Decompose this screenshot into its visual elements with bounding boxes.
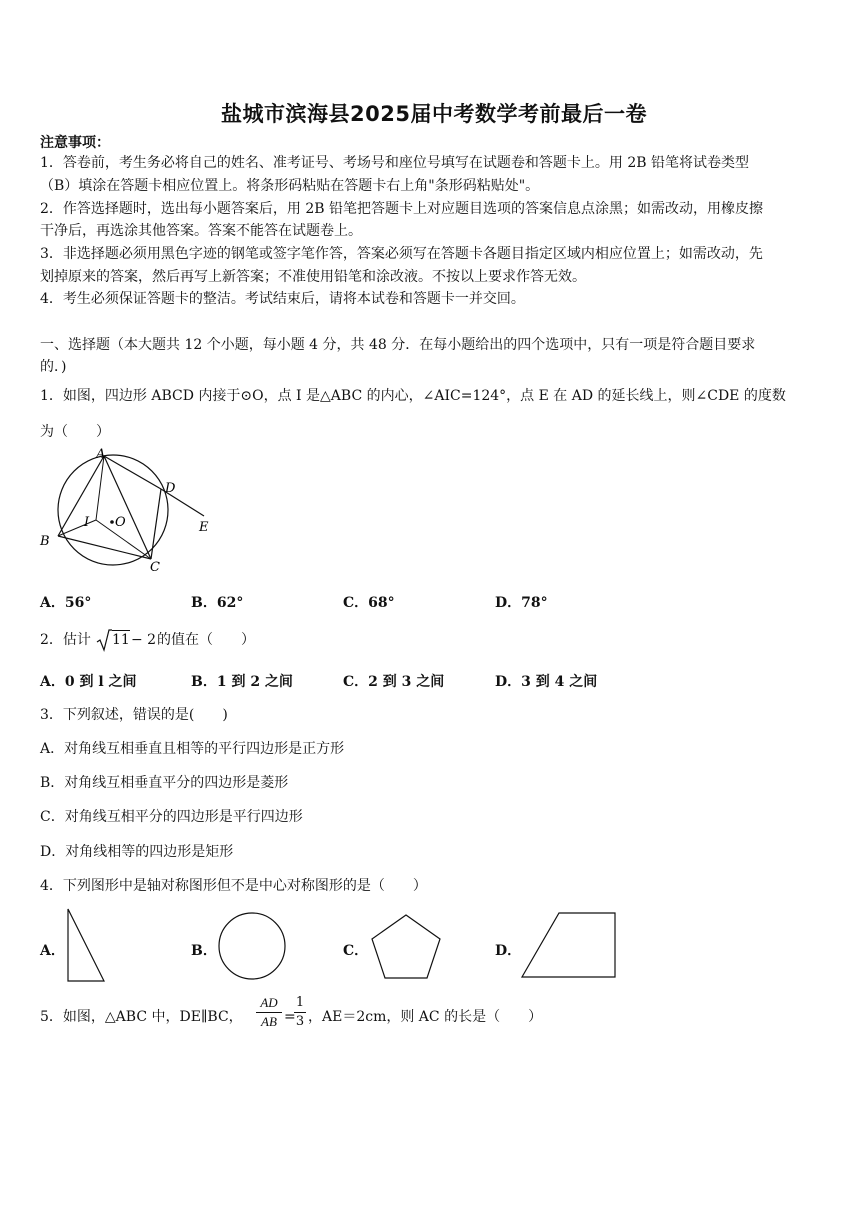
q1-option-d[interactable]: D．78°: [495, 595, 548, 611]
q2-option-c[interactable]: C．2 到 3 之间: [343, 674, 445, 690]
notice-heading: 注意事项：: [40, 135, 110, 151]
q1-option-b[interactable]: B．62°: [191, 595, 244, 611]
point-label-e: E: [199, 520, 209, 535]
notice-line: 2．作答选择题时，选出每小题答案后，用 2B 铅笔把答题卡上对应题目选项的答案信息点涂黑；如需改动，用橡皮擦: [40, 201, 763, 217]
q2-option-a[interactable]: A．0 到 l 之间: [40, 674, 137, 690]
notice-line: 3．非选择题必须用黑色字迹的钢笔或签字笔作答，答案必须写在答题卡各题目指定区域内相应位置上；如需改动，先: [40, 246, 763, 262]
fraction-denominator: AB: [261, 1014, 277, 1029]
q1-option-c[interactable]: C．68°: [343, 595, 395, 611]
point-label-d: D: [165, 481, 176, 496]
section-heading-cont: 的．): [40, 359, 67, 375]
question-5-prefix: 5．如图，△ABC 中，DE∥BC，: [40, 1009, 243, 1025]
question-2-suffix: 的值在（ ）: [157, 632, 255, 648]
notice-line: 干净后，再选涂其他答案。答案不能答在试题卷上。: [40, 223, 362, 239]
fraction-one-third: [294, 995, 306, 1030]
sqrt-radicand: 11: [112, 632, 130, 648]
q3-option-c[interactable]: C．对角线互相平分的四边形是平行四边形: [40, 809, 303, 825]
notice-line: （B）填涂在答题卡相应位置上。将条形码粘贴在答题卡右上角"条形码粘贴处"。: [40, 178, 540, 194]
page-title: 盐城市滨海县2025届中考数学考前最后一卷: [221, 102, 647, 126]
fraction-numerator: AD: [260, 995, 278, 1010]
question-3-stem: 3．下列叙述，错误的是( ): [40, 707, 228, 723]
q4-option-c-label[interactable]: C．: [343, 943, 369, 959]
sqrt-sign-icon: [96, 628, 112, 652]
minus-two: − 2: [131, 632, 157, 648]
question-1-stem: 1．如图，四边形 ABCD 内接于⊙O，点 I 是△ABC 的内心，∠AIC=124°，点 E 在 AD 的延长线上，则∠CDE 的度数: [40, 388, 786, 404]
fraction-denominator: 3: [295, 1014, 305, 1029]
q4-option-a-label[interactable]: A．: [40, 943, 65, 959]
q1-circle-figure: [36, 440, 216, 585]
pentagon-icon: [368, 912, 444, 982]
question-5-suffix: ，AE＝2cm，则 AC 的长是（ ）: [308, 1009, 543, 1025]
point-label-o: O: [115, 515, 126, 530]
notice-line: 4．考生必须保证答题卡的整洁。考试结束后，请将本试卷和答题卡一并交回。: [40, 291, 525, 307]
section-heading: 一、选择题（本大题共 12 个小题，每小题 4 分，共 48 分．在每小题给出的四个选项中，只有一项是符合题目要求: [40, 337, 756, 353]
notice-line: 划掉原来的答案，然后再写上新答案；不准使用铅笔和涂改液。不按以上要求作答无效。: [40, 269, 586, 285]
q4-option-b-label[interactable]: B．: [191, 943, 217, 959]
point-label-i: I: [84, 515, 90, 530]
q4-option-d-label[interactable]: D．: [495, 943, 522, 959]
question-2-prefix: 2．估计: [40, 632, 91, 648]
q2-option-b[interactable]: B．1 到 2 之间: [191, 674, 293, 690]
point-label-b: B: [40, 534, 50, 549]
notice-line: 1．答卷前，考生务必将自己的姓名、准考证号、考场号和座位号填写在试题卷和答题卡上。用 2B 铅笔将试卷类型: [40, 155, 749, 171]
q1-option-a[interactable]: A．56°: [40, 595, 92, 611]
fraction-ad-ab: [256, 995, 282, 1030]
right-triangle-icon: [64, 906, 108, 984]
point-label-c: C: [150, 560, 160, 575]
trapezoid-icon: [518, 910, 620, 982]
q3-option-d[interactable]: D．对角线相等的四边形是矩形: [40, 844, 234, 860]
q3-option-b[interactable]: B．对角线互相垂直平分的四边形是菱形: [40, 775, 289, 791]
question-4-stem: 4．下列图形中是轴对称图形但不是中心对称图形的是（ ）: [40, 878, 427, 894]
question-1-stem-cont: 为（ ）: [40, 424, 110, 440]
q2-option-d[interactable]: D．3 到 4 之间: [495, 674, 598, 690]
equals-sign: =: [284, 1009, 296, 1025]
point-label-a: A: [96, 447, 106, 462]
fraction-numerator: 1: [295, 995, 305, 1010]
fraction-bar: [294, 1012, 306, 1013]
circle-icon: [216, 910, 288, 982]
q3-option-a[interactable]: A．对角线互相垂直且相等的平行四边形是正方形: [40, 741, 345, 757]
fraction-bar: [256, 1012, 282, 1013]
